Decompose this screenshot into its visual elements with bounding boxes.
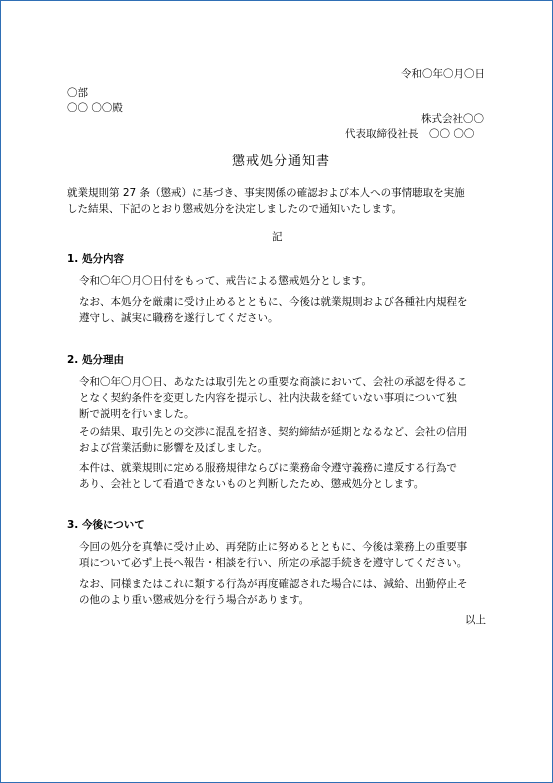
section-paragraph bbox=[79, 374, 499, 422]
text-line: あり、会社として看過できないものと判断したため、懲戒処分とします。 bbox=[79, 478, 425, 490]
section-paragraph bbox=[79, 294, 499, 326]
section-paragraph bbox=[79, 539, 499, 571]
closing-text: 以上 bbox=[465, 614, 486, 626]
text-line: 遵守し、誠実に職務を遂行してください。 bbox=[79, 312, 279, 324]
text-line: および営業活動に影響を及ぼしました。 bbox=[79, 442, 268, 454]
document-date: 令和〇年〇月〇日 bbox=[401, 68, 485, 80]
text-line: その結果、取引先との交渉に混乱を招き、契約締結が延期となるなど、会社の信用 bbox=[79, 426, 468, 438]
recipient-name: 〇〇 〇〇殿 bbox=[67, 102, 123, 114]
representative: 代表取締役社長 〇〇 〇〇 bbox=[345, 128, 475, 140]
text-line: 断で説明を行いました。 bbox=[79, 408, 195, 420]
company-name: 株式会社〇〇 bbox=[421, 113, 484, 125]
recipient-dept: 〇部 bbox=[67, 87, 88, 99]
section-paragraph bbox=[79, 576, 499, 608]
intro-line: 就業規則第 27 条（懲戒）に基づき、事実関係の確認および本人への事情聴取を実施 bbox=[67, 187, 465, 199]
text-line: の他のより重い懲戒処分を行う場合があります。 bbox=[79, 594, 310, 606]
text-line: 項について必ず上長へ報告・相談を行い、所定の承認手続きを遵守してください。 bbox=[79, 557, 468, 569]
intro-line: した結果、下記のとおり懲戒処分を決定しましたので通知いたします。 bbox=[67, 203, 403, 215]
section-heading: 2. 処分理由 bbox=[67, 354, 124, 366]
text-line: 今回の処分を真摯に受け止め、再発防止に努めるとともに、今後は業務上の重要事 bbox=[79, 541, 468, 553]
text-line: 本件は、就業規則に定める服務規律ならびに業務命令遵守義務に違反する行為で bbox=[79, 462, 457, 474]
section-heading: 3. 今後について bbox=[67, 519, 145, 531]
section-heading: 1. 処分内容 bbox=[67, 253, 124, 265]
text-line: なお、同様またはこれに類する行為が再度確認された場合には、減給、出勤停止そ bbox=[79, 578, 468, 590]
text-line: なお、本処分を厳粛に受け止めるとともに、今後は就業規則および各種社内規程を bbox=[79, 296, 468, 308]
intro-paragraph bbox=[67, 185, 497, 217]
text-line: となく契約条件を変更した内容を提示し、社内決裁を経ていない事項について独 bbox=[79, 392, 457, 404]
text-line: 令和〇年〇月〇日、あなたは取引先との重要な商談において、会社の承認を得るこ bbox=[79, 376, 468, 388]
section-paragraph bbox=[79, 460, 499, 492]
document-title: 懲戒処分通知書 bbox=[232, 154, 331, 169]
ki-label: 記 bbox=[272, 231, 283, 243]
section-paragraph bbox=[79, 273, 499, 289]
text-line: 令和〇年〇月〇日付をもって、戒告による懲戒処分とします。 bbox=[79, 275, 372, 287]
section-paragraph bbox=[79, 424, 499, 456]
